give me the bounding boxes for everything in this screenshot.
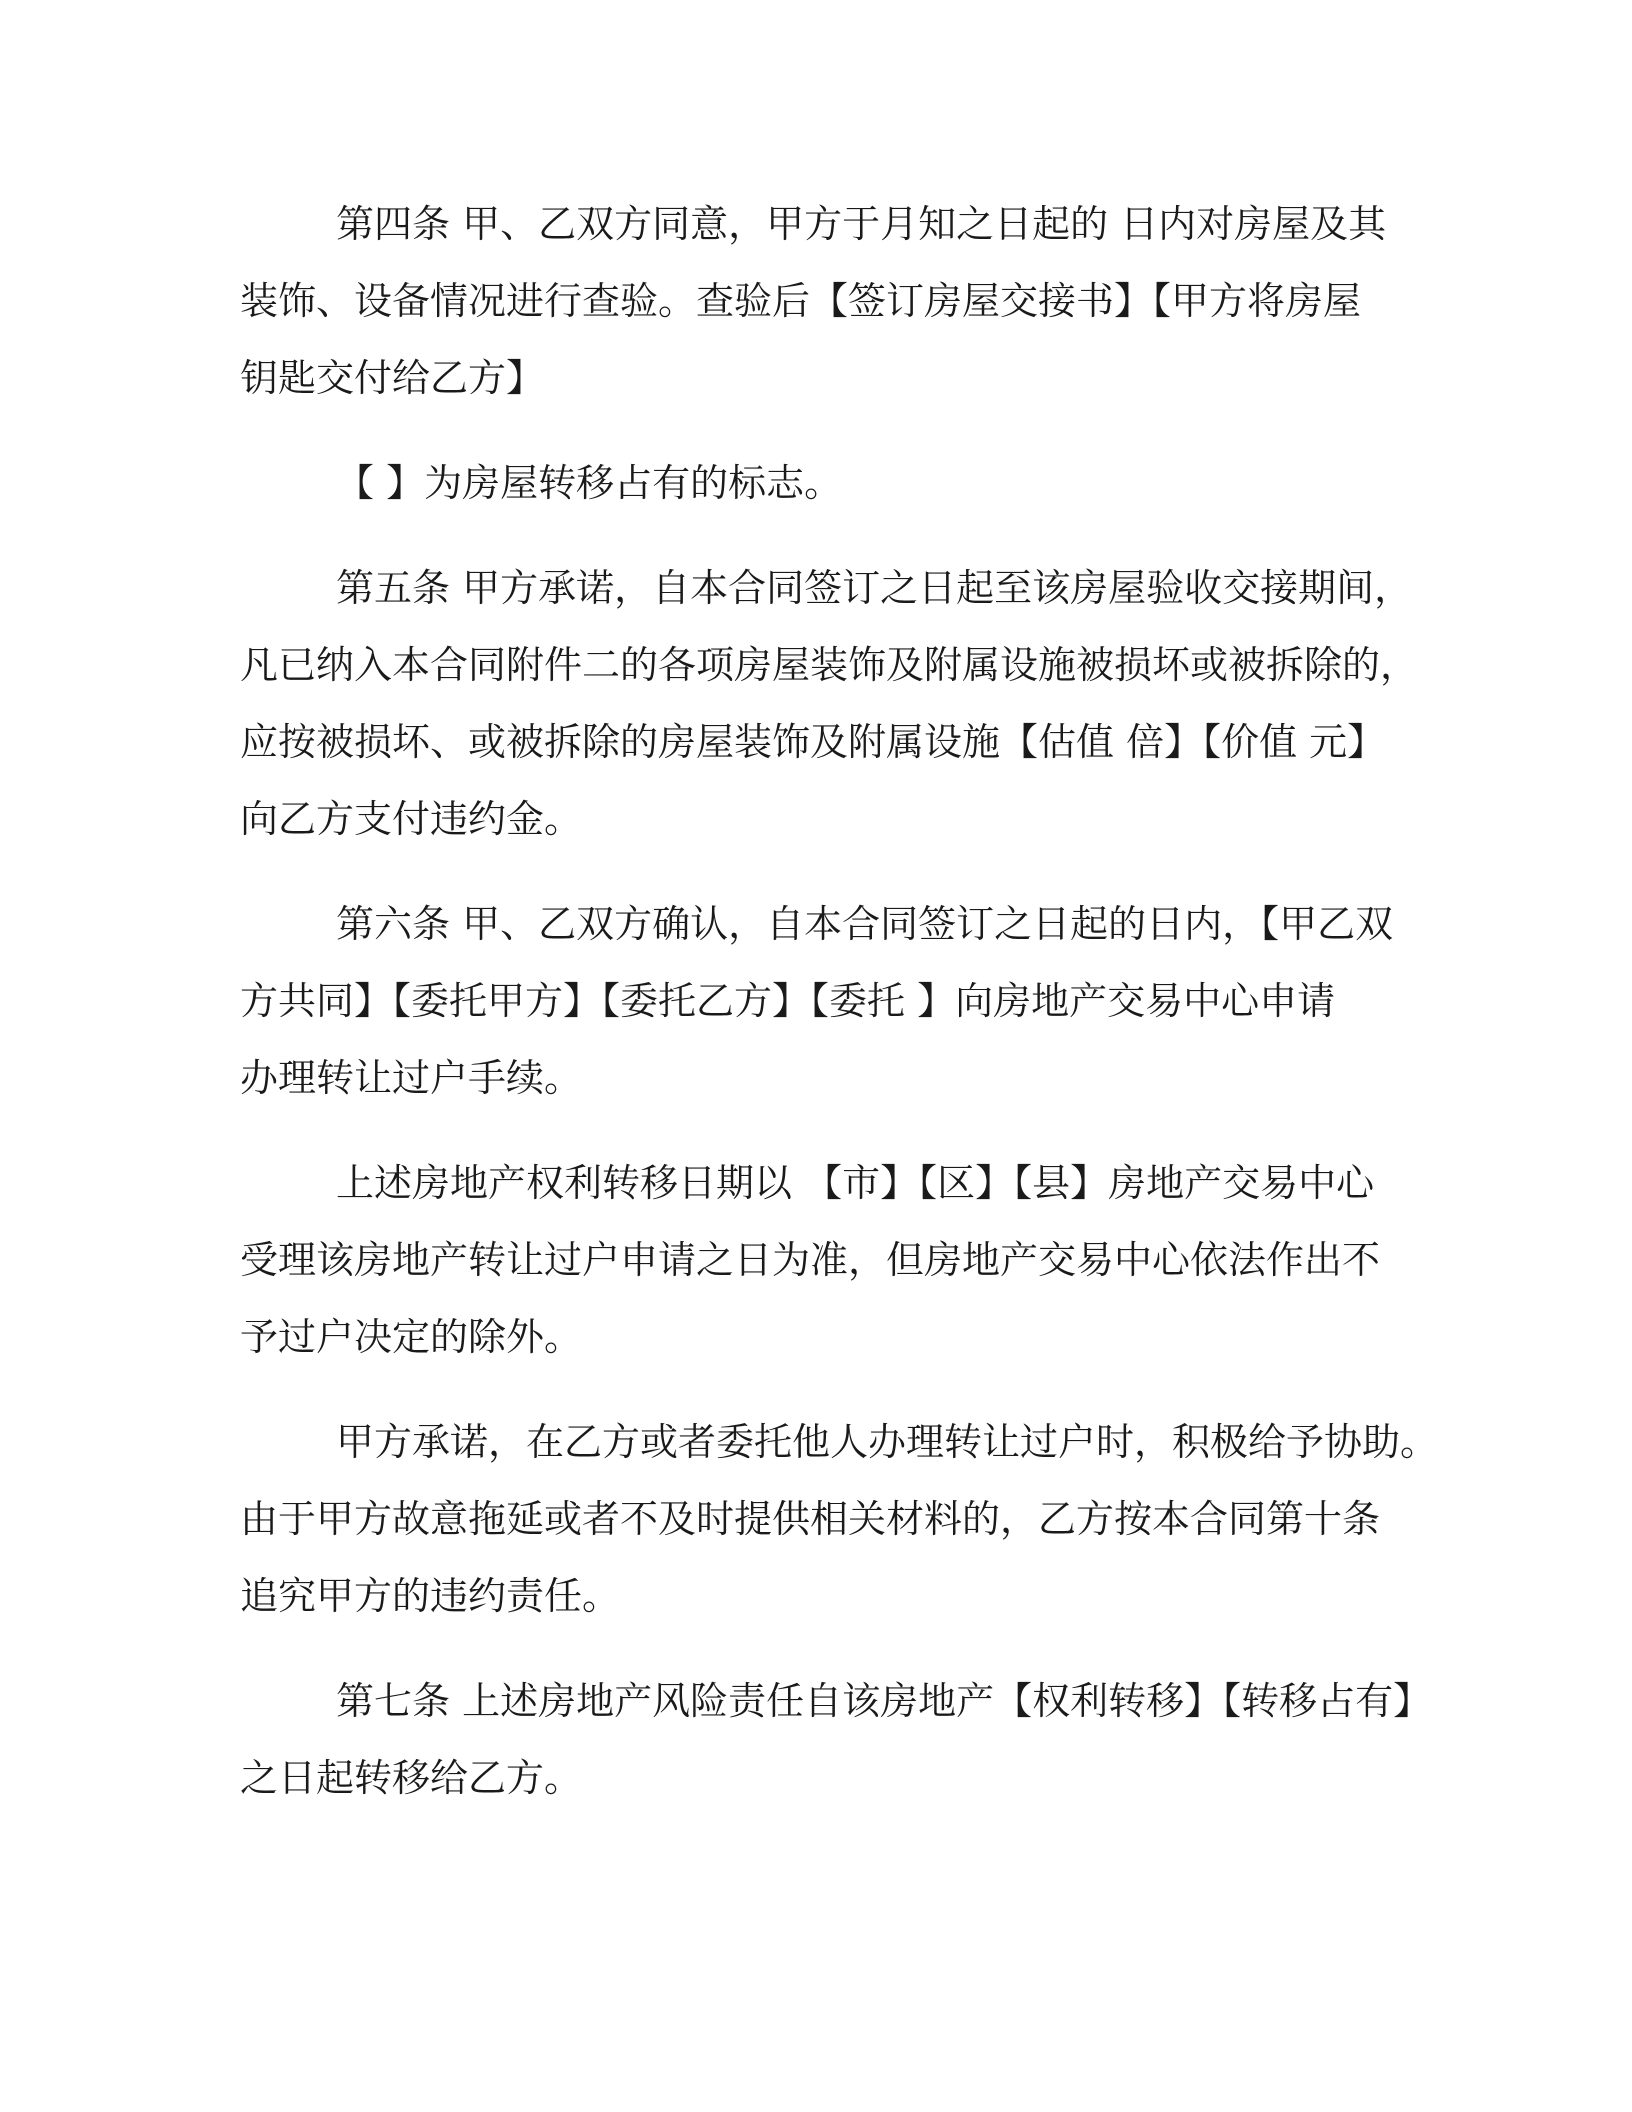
text-line: 【 】为房屋转移占有的标志。 xyxy=(336,461,843,505)
paragraph-possession-mark xyxy=(240,445,1420,522)
text-line: 第四条 甲、乙双方同意，甲方于月知之日起的 日内对房屋及其 xyxy=(336,202,1387,246)
text-line: 第七条 上述房地产风险责任自该房地产【权利转移】【转移占有】 xyxy=(336,1679,1432,1723)
text-line: 凡已纳入本合同附件二的各项房屋装饰及附属设施被损坏或被拆除的， xyxy=(240,643,1419,687)
paragraph-article-7 xyxy=(240,1663,1432,1817)
text-line: 甲方承诺，在乙方或者委托他人办理转让过户时，积极给予协助。 xyxy=(336,1420,1439,1464)
text-line: 予过户决定的除外。 xyxy=(240,1315,583,1359)
text-line: 上述房地产权利转移日期以 【市】【区】【县】房地产交易中心 xyxy=(336,1161,1375,1205)
text-line: 应按被损坏、或被拆除的房屋装饰及附属设施【估值 倍】【价值 元】 xyxy=(240,720,1386,764)
paragraph-transfer-date xyxy=(240,1145,1420,1376)
text-line: 第五条 甲方承诺，自本合同签订之日起至该房屋验收交接期间， xyxy=(336,566,1413,610)
text-line: 钥匙交付给乙方】 xyxy=(240,356,545,400)
paragraph-article-6 xyxy=(240,886,1420,1117)
document-body xyxy=(240,186,1439,1845)
text-line: 向乙方支付违约金。 xyxy=(240,797,583,841)
text-line: 由于甲方故意拖延或者不及时提供相关材料的，乙方按本合同第十条 xyxy=(240,1497,1381,1541)
text-line: 方共同】【委托甲方】【委托乙方】【委托 】向房地产交易中心申请 xyxy=(240,979,1336,1023)
text-line: 办理转让过户手续。 xyxy=(240,1056,583,1100)
text-line: 受理该房地产转让过户申请之日为准，但房地产交易中心依法作出不 xyxy=(240,1238,1381,1282)
text-line: 之日起转移给乙方。 xyxy=(240,1756,583,1800)
paragraph-party-a-commitment xyxy=(240,1404,1439,1635)
paragraph-article-4 xyxy=(240,186,1420,417)
text-line: 第六条 甲、乙双方确认，自本合同签订之日起的日内，【甲乙双 xyxy=(336,902,1394,946)
text-line: 追究甲方的违约责任。 xyxy=(240,1574,621,1618)
text-line: 装饰、设备情况进行查验。查验后【签订房屋交接书】【甲方将房屋 xyxy=(240,279,1362,323)
paragraph-article-5 xyxy=(240,550,1420,858)
